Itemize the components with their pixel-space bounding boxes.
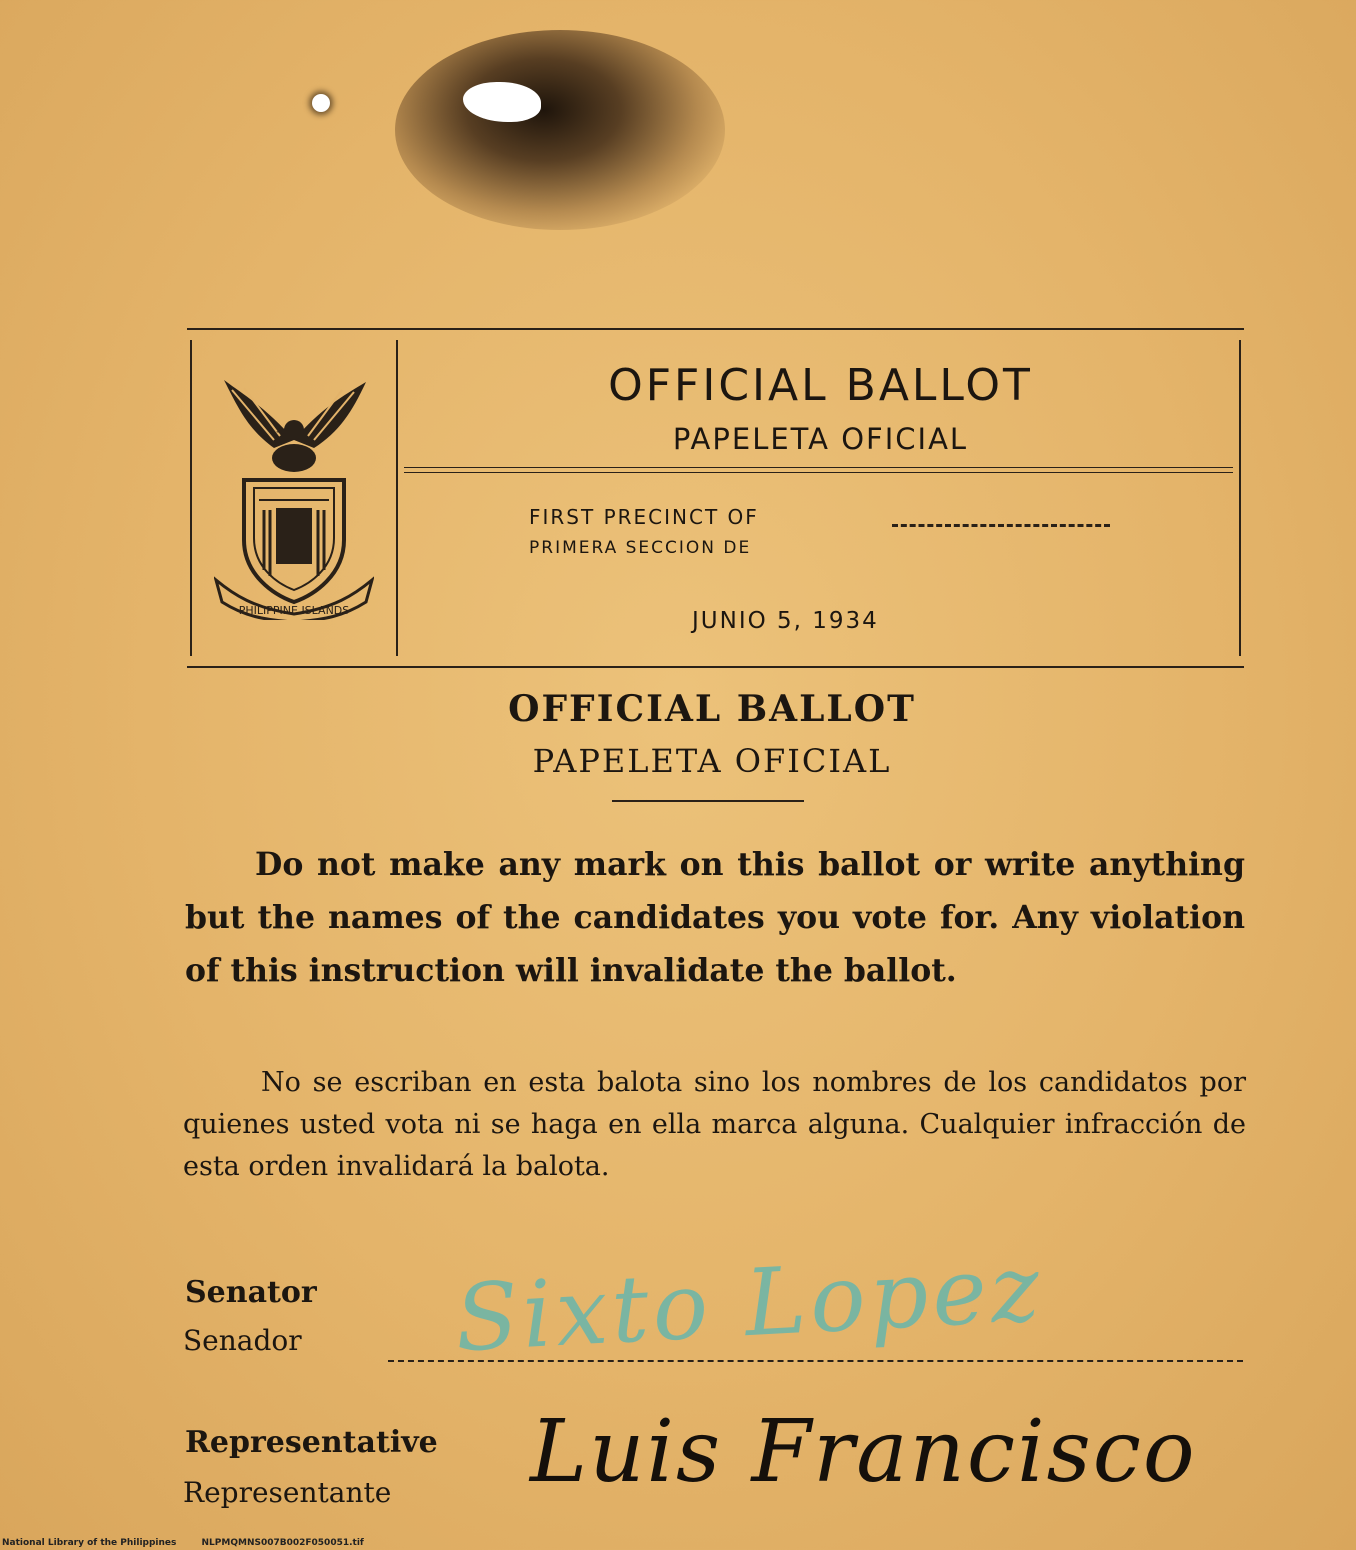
philippine-islands-seal-icon [214,370,374,620]
instruction-english: Do not make any mark on this ballot or write anything but the names of the candidates you vote for. Any violation of this instruction will invalidate the ballot. [185,846,1245,989]
library-credit: National Library of the Philippines [2,1538,177,1548]
instruction-spanish: No se escriban en esta balota sino los nombres de los candidatos por quienes usted vota ni se haga en ella marca alguna. Cualquier infracción de esta orden invalidará la balota. [183,1067,1246,1182]
ballot-header-frame [190,340,1241,656]
senator-label: Senator [185,1275,317,1310]
scan-filename: NLPMQMNS007B002F050051.tif [201,1538,364,1548]
ballot-header [187,328,1244,668]
precinct-label-es: PRIMERA SECCION DE [529,538,752,558]
ballot-title: OFFICIAL BALLOT [508,688,916,730]
representative-vote: Luis Francisco [530,1402,1197,1502]
precinct-label-en: FIRST PRECINCT OF [529,505,759,529]
seal-ribbon-text: PHILIPPINE ISLANDS [238,604,350,617]
header-subtitle: PAPELETA OFICIAL [672,422,969,456]
representative-label: Representative [185,1425,438,1460]
representante-label: Representante [183,1476,392,1509]
burn-mark [395,30,725,230]
punch-hole [312,94,330,112]
scan-credit [2,1538,386,1548]
senator-vote-handwritten: Sixto Lopez [452,1234,1046,1373]
seal-cell [192,340,398,656]
header-title: OFFICIAL BALLOT [608,360,1033,411]
election-date: JUNIO 5, 1934 [692,608,879,634]
ballot-subtitle: PAPELETA OFICIAL [532,742,892,780]
precinct-fill-line [892,524,1110,527]
senador-label: Senador [183,1324,302,1357]
title-rule [612,800,804,802]
header-divider [404,467,1233,473]
